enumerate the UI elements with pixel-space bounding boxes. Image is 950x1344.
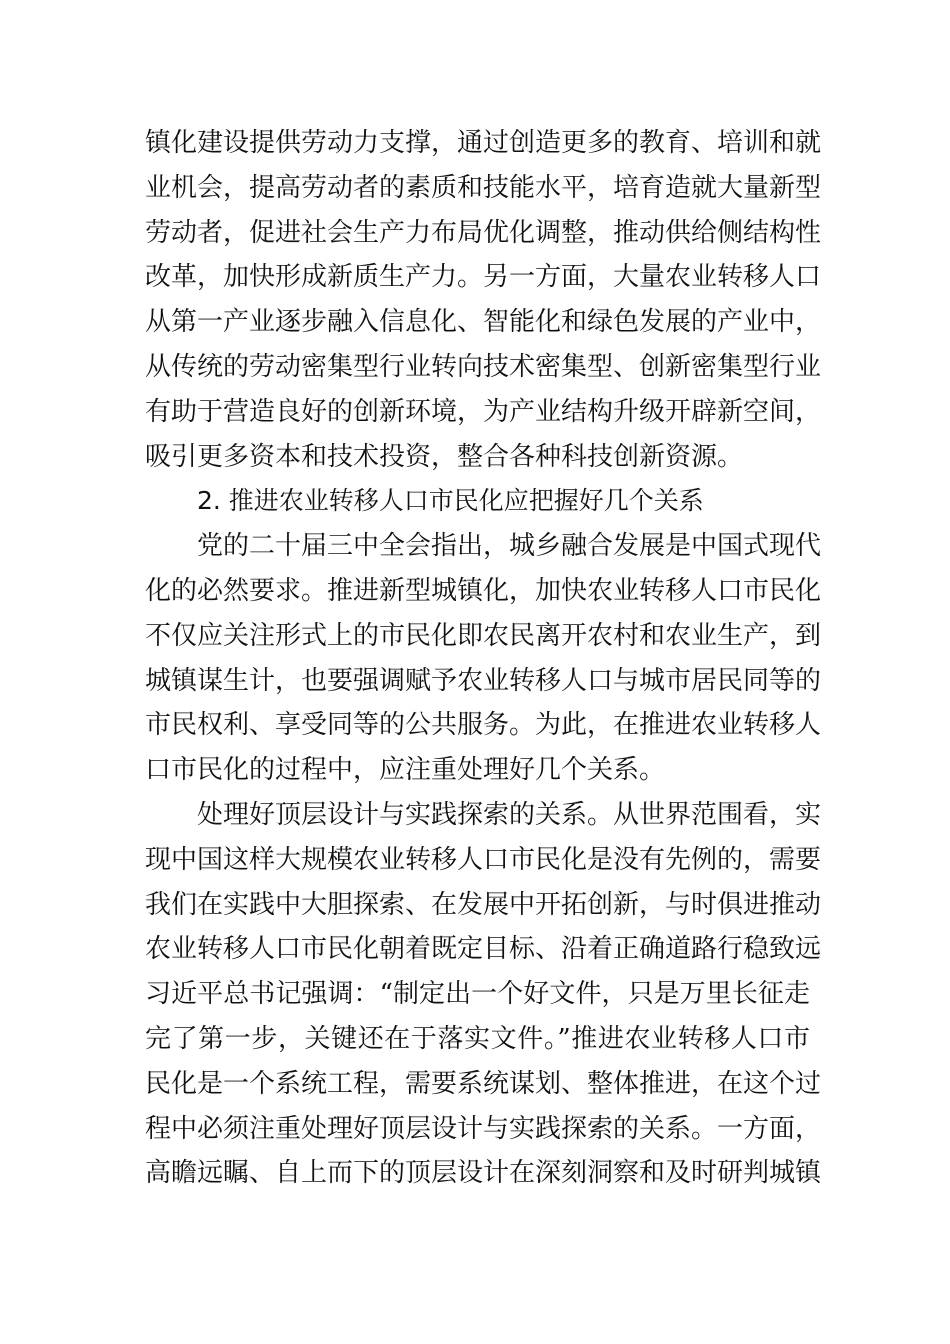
text-line: 高瞻远瞩、自上而下的顶层设计在深刻洞察和及时研判城镇: [145, 1158, 822, 1189]
text-line: 我们在实践中大胆探索、在发展中开拓创新，与时俱进推动: [145, 889, 822, 920]
text-line: 处理好顶层设计与实践探索的关系。从世界范围看，实: [197, 799, 822, 830]
section-heading: 2. 推进农业转移人口市民化应把握好几个关系: [197, 486, 704, 516]
text-line: 程中必须注重处理好顶层设计与实践探索的关系。一方面，: [145, 1113, 822, 1144]
text-line: 吸引更多资本和技术投资，整合各种科技创新资源。: [145, 441, 744, 472]
paragraph-continued: [145, 121, 822, 479]
text-line: 党的二十届三中全会指出，城乡融合发展是中国式现代: [197, 531, 822, 562]
text-line: 城镇谋生计，也要强调赋予农业转移人口与城市居民同等的: [145, 665, 822, 696]
text-line: 改革，加快形成新质生产力。另一方面，大量农业转移人口: [145, 262, 822, 293]
text-line: 有助于营造良好的创新环境，为产业结构升级开辟新空间，: [145, 396, 822, 427]
text-line: 民化是一个系统工程，需要系统谋划、整体推进，在这个过: [145, 1068, 822, 1099]
text-line: 完了第一步，关键还在于落实文件。”推进农业转移人口市: [145, 1023, 810, 1054]
text-line: 业机会，提高劳动者的素质和技能水平，培育造就大量新型: [145, 172, 822, 203]
text-line: 不仅应关注形式上的市民化即农民离开农村和农业生产，到: [145, 620, 822, 651]
text-line: 化的必然要求。推进新型城镇化，加快农业转移人口市民化: [145, 575, 822, 606]
text-line: 镇化建设提供劳动力支撑，通过创造更多的教育、培训和就: [145, 128, 822, 158]
text-line: 从第一产业逐步融入信息化、智能化和绿色发展的产业中，: [145, 307, 822, 338]
paragraph-2: [145, 524, 822, 793]
paragraph-3: [145, 793, 822, 1196]
text-line: 农业转移人口市民化朝着既定目标、沿着正确道路行稳致远: [145, 934, 822, 965]
text-line: 从传统的劳动密集型行业转向技术密集型、创新密集型行业: [145, 351, 822, 382]
text-line: 习近平总书记强调：“制定出一个好文件，只是万里长征走: [145, 979, 810, 1010]
text-line: 现中国这样大规模农业转移人口市民化是没有先例的，需要: [145, 844, 822, 875]
text-line: 口市民化的过程中，应注重处理好几个关系。: [145, 755, 666, 786]
body-text: [145, 121, 822, 1196]
text-line: 劳动者，促进社会生产力布局优化调整，推动供给侧结构性: [145, 217, 822, 248]
text-line: 市民权利、享受同等的公共服务。为此，在推进农业转移人: [145, 710, 822, 741]
